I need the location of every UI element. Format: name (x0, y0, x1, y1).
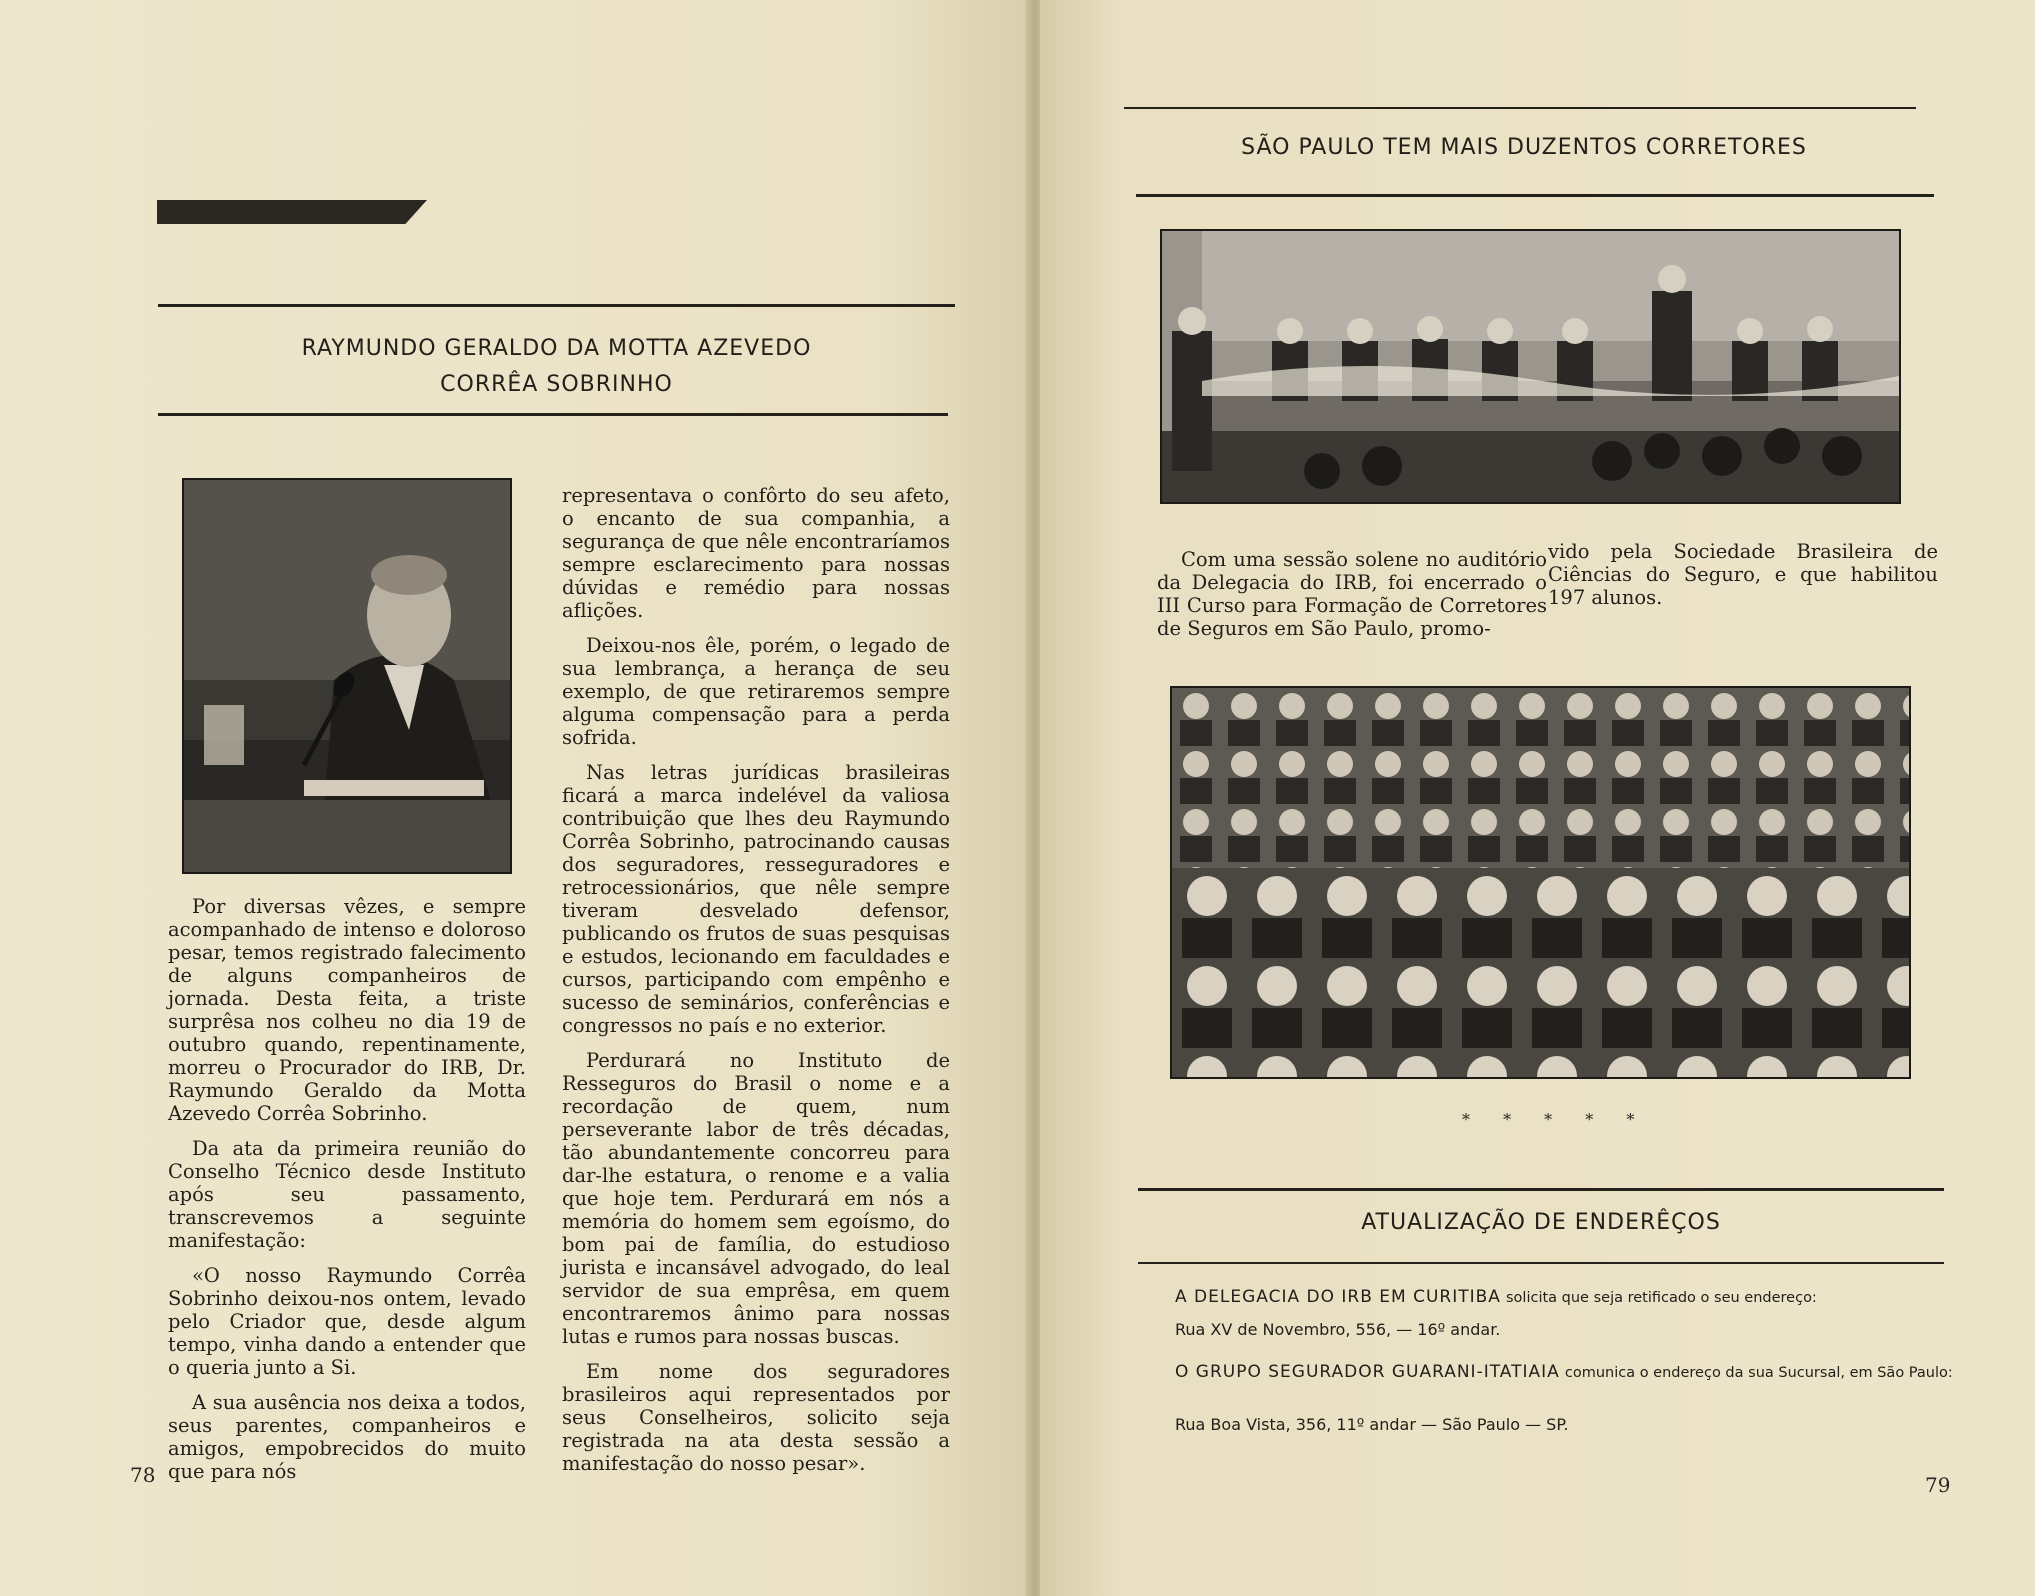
caption-column-1 (1157, 548, 1547, 652)
title-rule-top (1124, 107, 1916, 109)
paragraph: A sua ausência nos deixa a todos, seus parentes, companheiros e amigos, empobrecidos do muito que para nós (168, 1391, 526, 1483)
obituary-title-line1: RAYMUNDO GERALDO DA MOTTA AZEVEDO (301, 336, 812, 361)
right-page (1040, 0, 2035, 1596)
ceremony-photo (1160, 229, 1901, 504)
paragraph: Por diversas vêzes, e sempre acompanhado de intenso e doloroso pesar, temos registrado falecimento de alguns companheiros de jornada. Desta feita, a triste surprêsa nos colheu no dia 19 de outubro quando, repentinamente, morreu o Procurador do IRB, Dr. Raymundo Geraldo da Motta Azevedo Corrêa Sobrinho. (168, 895, 526, 1125)
section-separator: * * * * * (1462, 1110, 1649, 1129)
addresses-rule-top (1138, 1188, 1944, 1191)
page-number-right: 79 (1925, 1473, 1951, 1497)
address-line: Rua Boa Vista, 356, 11º andar — São Paulo — SP. (1175, 1415, 1569, 1434)
address-request: comunica o endereço da sua Sucursal, em São Paulo: (1564, 1365, 1953, 1381)
section-marker-bar (157, 200, 427, 224)
paragraph: representava o confôrto do seu afeto, o encanto de sua companhia, a segurança de que nêle encontraríamos sempre esclarecimento para nossas dúvidas e remédio para nossas aflições. (562, 484, 950, 622)
paragraph: Perdurará no Instituto de Resseguros do Brasil o nome e a recordação de quem, num perseverante labor de três décadas, tão abundantemente concorreu para dar-lhe estatura, o renome e a valia que hoje tem. Perdurará em nós a memória do homem sem egoísmo, do bom pai de família, do estudioso jurista e incansável advogado, do leal servidor de sua emprêsa, em quem encontraremos ânimo para nossas lutas e rumos para nossas buscas. (562, 1049, 950, 1348)
caption-column-2 (1548, 540, 1938, 621)
paragraph: «O nosso Raymundo Corrêa Sobrinho deixou-nos ontem, levado pelo Criador que, desde algum tempo, vinha dando a entender que o queria junto a Si. (168, 1264, 526, 1379)
address-line: Rua XV de Novembro, 556, — 16º andar. (1175, 1320, 1501, 1339)
addresses-rule-bottom (1138, 1262, 1944, 1264)
article-title: SÃO PAULO TEM MAIS DUZENTOS CORRETORES (1241, 135, 1807, 160)
paragraph: Deixou-nos êle, porém, o legado de sua lembrança, a herança de seu exemplo, de que retiraremos sempre alguma compensação para a perda sofrida. (562, 634, 950, 749)
title-rule-top (158, 304, 955, 307)
paragraph: Nas letras jurídicas brasileiras ficará a marca indelével da valiosa contribuição que lhes deu Raymundo Corrêa Sobrinho, patrocinando causas dos seguradores, resseguradores e retrocessionários, que nêle sempre tiveram desvelado defensor, publicando os frutos de suas pesquisas e estudos, lecionando em faculdades e cursos, participando com empênho e sucesso de seminários, conferências e congressos no país e no exterior. (562, 761, 950, 1037)
caption-text: Com uma sessão solene no auditório da Delegacia do IRB, foi encerrado o III Curso para Formação de Corretores de Seguros em São Paulo, promo- (1157, 548, 1547, 640)
audience-photo (1170, 686, 1911, 1079)
title-rule-bottom (158, 413, 948, 416)
portrait-photo (182, 478, 512, 874)
page-number-left: 78 (130, 1463, 156, 1487)
caption-text: vido pela Sociedade Brasileira de Ciências do Seguro, e que habilitou 197 alunos. (1548, 540, 1938, 609)
obituary-column-1 (168, 895, 526, 1495)
address-request: solicita que seja retificado o seu endereço: (1506, 1290, 1817, 1306)
paragraph: Da ata da primeira reunião do Conselho Técnico desde Instituto após seu passamento, transcrevemos a seguinte manifestação: (168, 1137, 526, 1252)
paragraph: Em nome dos seguradores brasileiros aqui representados por seus Conselheiros, solicito seja registrada na ata desta sessão a manifestação do nosso pesar». (562, 1360, 950, 1475)
addresses-title: ATUALIZAÇÃO DE ENDERÊÇOS (1361, 1210, 1721, 1235)
address-organization: O GRUPO SEGURADOR GUARANI-ITATIAIA (1175, 1362, 1560, 1382)
obituary-column-2 (562, 484, 950, 1487)
address-entry-curitiba (1175, 1287, 1955, 1307)
address-organization: A DELEGACIA DO IRB EM CURITIBA (1175, 1287, 1501, 1307)
title-rule-bottom (1136, 194, 1934, 197)
address-entry-guarani (1175, 1359, 1955, 1386)
obituary-title-line2: CORRÊA SOBRINHO (440, 372, 673, 397)
